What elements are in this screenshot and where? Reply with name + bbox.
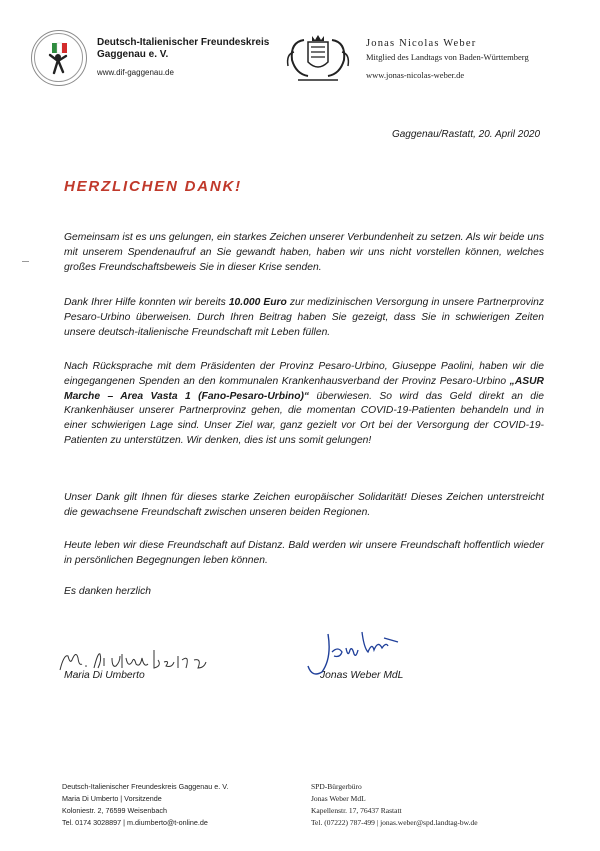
org-name-line1: Deutsch-Italienischer Freundeskreis bbox=[97, 37, 270, 48]
paragraph-4: Unser Dank gilt Ihnen für dieses starke Zeichen europäischer Solidarität! Dieses Zeichen unterstreicht die gewachsene Freundschaft zwischen unseren beiden Regionen. bbox=[64, 492, 544, 518]
paragraph-5: Heute leben wir diese Freundschaft auf Distanz. Bald werden wir unsere Freundschaft hoffentlich wieder in persönlichen Begegnungen leben können. bbox=[64, 540, 544, 566]
mp-title: Mitglied des Landtags von Baden-Württemberg bbox=[366, 52, 529, 62]
letter-headline: HERZLICHEN DANK! bbox=[64, 178, 242, 195]
footer-right-line: Tel. (07222) 787-499 | jonas.weber@spd.landtag-bw.de bbox=[311, 818, 478, 827]
org-name bbox=[97, 37, 287, 61]
association-logo-icon bbox=[31, 30, 87, 86]
dateline: Gaggenau/Rastatt, 20. April 2020 bbox=[391, 129, 540, 140]
closing-phrase: Es danken herzlich bbox=[64, 586, 152, 597]
footer-right-line: Kapellenstr. 17, 76437 Rastatt bbox=[311, 806, 402, 815]
footer-right-line: SPD-Bürgerbüro bbox=[311, 782, 362, 791]
coat-of-arms-icon bbox=[278, 32, 358, 86]
paragraph-2-part-a: Dank Ihrer Hilfe konnten wir bereits bbox=[64, 297, 229, 308]
mp-name: Jonas Nicolas Weber bbox=[366, 38, 477, 49]
footer-left-line: Maria Di Umberto | Vorsitzende bbox=[62, 794, 162, 803]
paragraph-2 bbox=[64, 296, 544, 340]
footer-left-line: Koloniestr. 2, 76599 Weisenbach bbox=[62, 806, 167, 815]
footer-right-address bbox=[311, 781, 561, 829]
donation-amount: 10.000 Euro bbox=[228, 297, 287, 308]
mp-website: www.jonas-nicolas-weber.de bbox=[366, 70, 465, 80]
signer-right-name: Jonas Weber MdL bbox=[320, 670, 404, 681]
paragraph-1: Gemeinsam ist es uns gelungen, ein starkes Zeichen unserer Verbundenheit zu setzen. Als wir beide uns mit unserem Spendenaufruf an Sie gewandt haben, haben wir uns nicht vorstellen können, welches großes Freundschaftsbeweis Sie in dieser Krise senden. bbox=[64, 232, 544, 273]
fold-mark bbox=[22, 261, 29, 262]
org-website: www.dif-gaggenau.de bbox=[97, 68, 174, 77]
signer-left-name: Maria Di Umberto bbox=[64, 670, 145, 681]
footer-left-line: Deutsch-Italienischer Freundeskreis Gaggenau e. V. bbox=[62, 782, 229, 791]
footer-left-address bbox=[62, 781, 282, 829]
paragraph-2-part-b: zur medizinischen Versorgung in unsere Partnerprovinz Pesaro-Urbino überweisen. Durch Ihren Beitrag haben Sie gezeigt, dass Sie in schwierigen Zeiten unsere deutsch-italienische Freundschaft mit Leben füllen. bbox=[64, 297, 544, 338]
org-name-line2: Gaggenau e. V. bbox=[97, 49, 169, 60]
association-logo-graphic bbox=[32, 31, 85, 84]
footer-left-line: Tel. 0174 3028897 | m.diumberto@t-online.de bbox=[62, 818, 208, 827]
hospital-association-name: „ASUR Marche – Area Vasta 1 (Fano-Pesaro-Urbino)“ bbox=[64, 375, 544, 402]
paragraph-3-part-b: überwiesen. So wird das Geld direkt an die Krankenhäuser unserer Partnerprovinz gehen, die momentan COVID-19-Patienten behandeln und in einer schwierigen Lage sind. Unser Ziel war, ganz gezielt vor Ort bei der Versorgung der COVID-19-Patienten zu unterstützen. Wir denken, dies ist uns somit gelungen! bbox=[64, 390, 544, 446]
footer-right-line: Jonas Weber MdL bbox=[311, 794, 366, 803]
paragraph-3 bbox=[64, 360, 544, 449]
paragraph-3-part-a: Nach Rücksprache mit dem Präsidenten der Provinz Pesaro-Urbino, Giuseppe Paolini, haben wir die eingegangenen Spenden an den kommunalen Krankenhausverband der Provinz Pesaro-Urbino bbox=[64, 361, 544, 387]
